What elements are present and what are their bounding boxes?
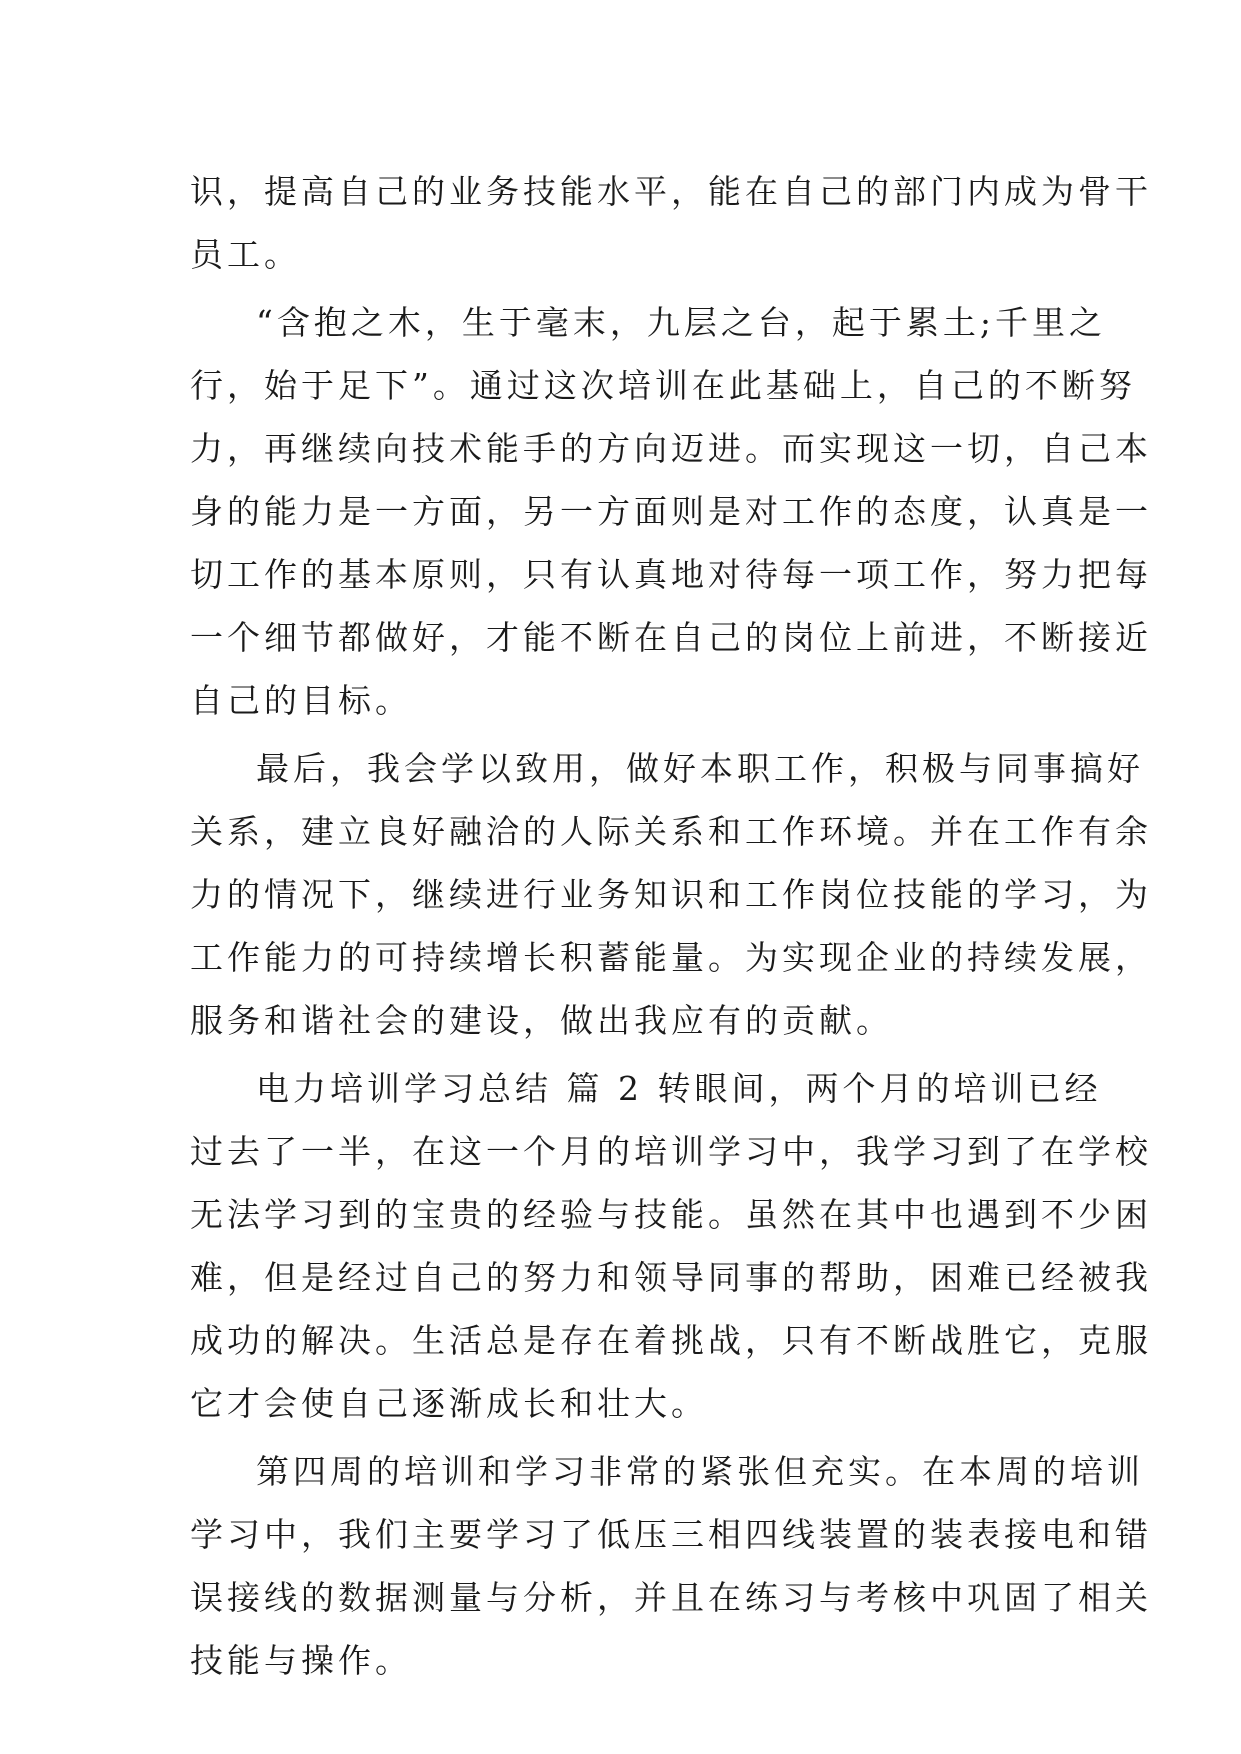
text-line: 成功的解决。生活总是存在着挑战，只有不断战胜它，克服 — [190, 1321, 1152, 1360]
text-line: 力，再继续向技术能手的方向迈进。而实现这一切，自己本 — [190, 429, 1152, 468]
text-line: 误接线的数据测量与分析，并且在练习与考核中巩固了相关 — [190, 1578, 1152, 1617]
text-line: 难，但是经过自己的努力和领导同事的帮助，困难已经被我 — [190, 1258, 1152, 1297]
text-line: 识，提高自己的业务技能水平，能在自己的部门内成为骨干 — [190, 172, 1152, 211]
text-line: 一个细节都做好，才能不断在自己的岗位上前进，不断接近 — [190, 618, 1152, 657]
section-heading-line: 电力培训学习总结 篇 2 转眼间，两个月的培训已经 — [256, 1069, 1102, 1108]
text-line: 过去了一半，在这一个月的培训学习中，我学习到了在学校 — [190, 1132, 1152, 1171]
text-line: 技能与操作。 — [190, 1641, 412, 1680]
document-page — [190, 160, 1152, 1692]
paragraph-start: “含抱之木，生于毫末，九层之台，起于累土;千里之 — [256, 303, 1106, 342]
text-line: 员工。 — [190, 235, 301, 274]
text-line: 切工作的基本原则，只有认真地对待每一项工作，努力把每 — [190, 555, 1152, 594]
paragraph-start: 最后，我会学以致用，做好本职工作，积极与同事搞好 — [256, 749, 1144, 788]
text-line: 自己的目标。 — [190, 681, 412, 720]
text-line: 关系，建立良好融洽的人际关系和工作环境。并在工作有余 — [190, 812, 1152, 851]
text-line: 身的能力是一方面，另一方面则是对工作的态度，认真是一 — [190, 492, 1152, 531]
text-line: 工作能力的可持续增长积蓄能量。为实现企业的持续发展， — [190, 938, 1152, 977]
paragraph-start: 第四周的培训和学习非常的紧张但充实。在本周的培训 — [256, 1452, 1144, 1491]
text-line: 服务和谐社会的建设，做出我应有的贡献。 — [190, 1001, 893, 1040]
text-line: 学习中，我们主要学习了低压三相四线装置的装表接电和错 — [190, 1515, 1152, 1554]
text-line: 它才会使自己逐渐成长和壮大。 — [190, 1384, 708, 1423]
text-line: 力的情况下，继续进行业务知识和工作岗位技能的学习，为 — [190, 875, 1152, 914]
text-line: 行，始于足下”。通过这次培训在此基础上，自己的不断努 — [190, 366, 1136, 405]
text-line: 无法学习到的宝贵的经验与技能。虽然在其中也遇到不少困 — [190, 1195, 1152, 1234]
